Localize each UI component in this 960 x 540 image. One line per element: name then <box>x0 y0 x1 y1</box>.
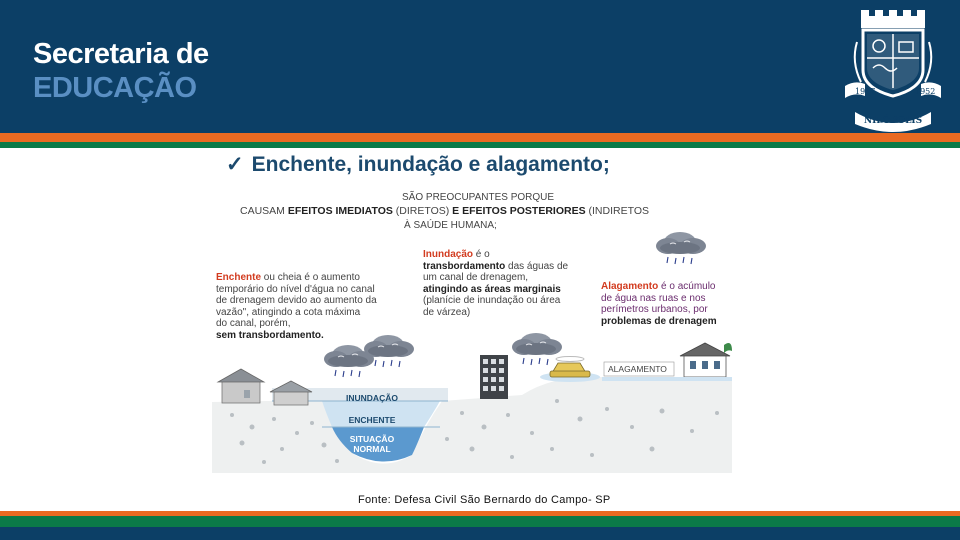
building-icon <box>480 355 508 399</box>
house-icon <box>270 381 312 405</box>
cloud-rain-icon <box>512 333 562 365</box>
crest-year-right: 1952 <box>915 87 936 96</box>
label-inundacao: INUNDAÇÃO <box>346 393 398 403</box>
car-icon <box>540 357 600 383</box>
footer-blue-stripe <box>0 527 960 540</box>
inundacao-definition: Inundação é o transbordamento das águas de um canal de drenagem, atingindo as áreas marginais (planície de inundação ou área de várzea) <box>423 249 569 318</box>
intro-line-3: À SAÚDE HUMANA; <box>404 220 497 231</box>
brand-line-1: Secretaria de <box>33 38 209 70</box>
brand-line-2: EDUCAÇÃO <box>33 72 197 104</box>
label-enchente: ENCHENTE <box>348 415 396 425</box>
enchente-definition: Enchente ou cheia é o aumento temporário do nível d'água no canal de drenagem devido ao aumento da vazão", atingindo a cota máxima do canal, porém, sem transbordamento. <box>216 272 377 341</box>
city-crest-icon <box>843 2 943 132</box>
intro-line-2: CAUSAM EFEITOS IMEDIATOS (DIRETOS) E EFEITOS POSTERIORES (INDIRETOS <box>240 205 649 217</box>
house-icon <box>680 343 732 377</box>
green-stripe <box>0 142 960 148</box>
orange-stripe <box>0 133 960 142</box>
flood-illustration <box>212 187 732 473</box>
intro-line-1: SÃO PREOCUPANTES PORQUE <box>402 192 555 203</box>
checkmark-icon: ✓ <box>226 153 244 176</box>
flood-diagram <box>212 187 732 473</box>
crest-year-left: 1947 <box>855 87 876 96</box>
footer-green-stripe <box>0 516 960 527</box>
alagamento-definition: Alagamento é o acúmulo de água nas ruas e nos perímetros urbanos, por problemas de drenagem <box>601 281 717 327</box>
header-bar <box>0 0 960 133</box>
crest-motto: NILÓPOLIS <box>863 116 923 126</box>
label-alagamento: ALAGAMENTO <box>608 364 667 374</box>
house-icon <box>218 369 264 403</box>
label-situacao-normal: SITUAÇÃO NORMAL <box>349 434 395 454</box>
cloud-rain-icon <box>656 232 706 264</box>
source-caption: Fonte: Defesa Civil São Bernardo do Campo- SP <box>358 494 611 506</box>
slide-title <box>226 152 610 177</box>
slide-title-text: Enchente, inundação e alagamento; <box>251 153 610 176</box>
